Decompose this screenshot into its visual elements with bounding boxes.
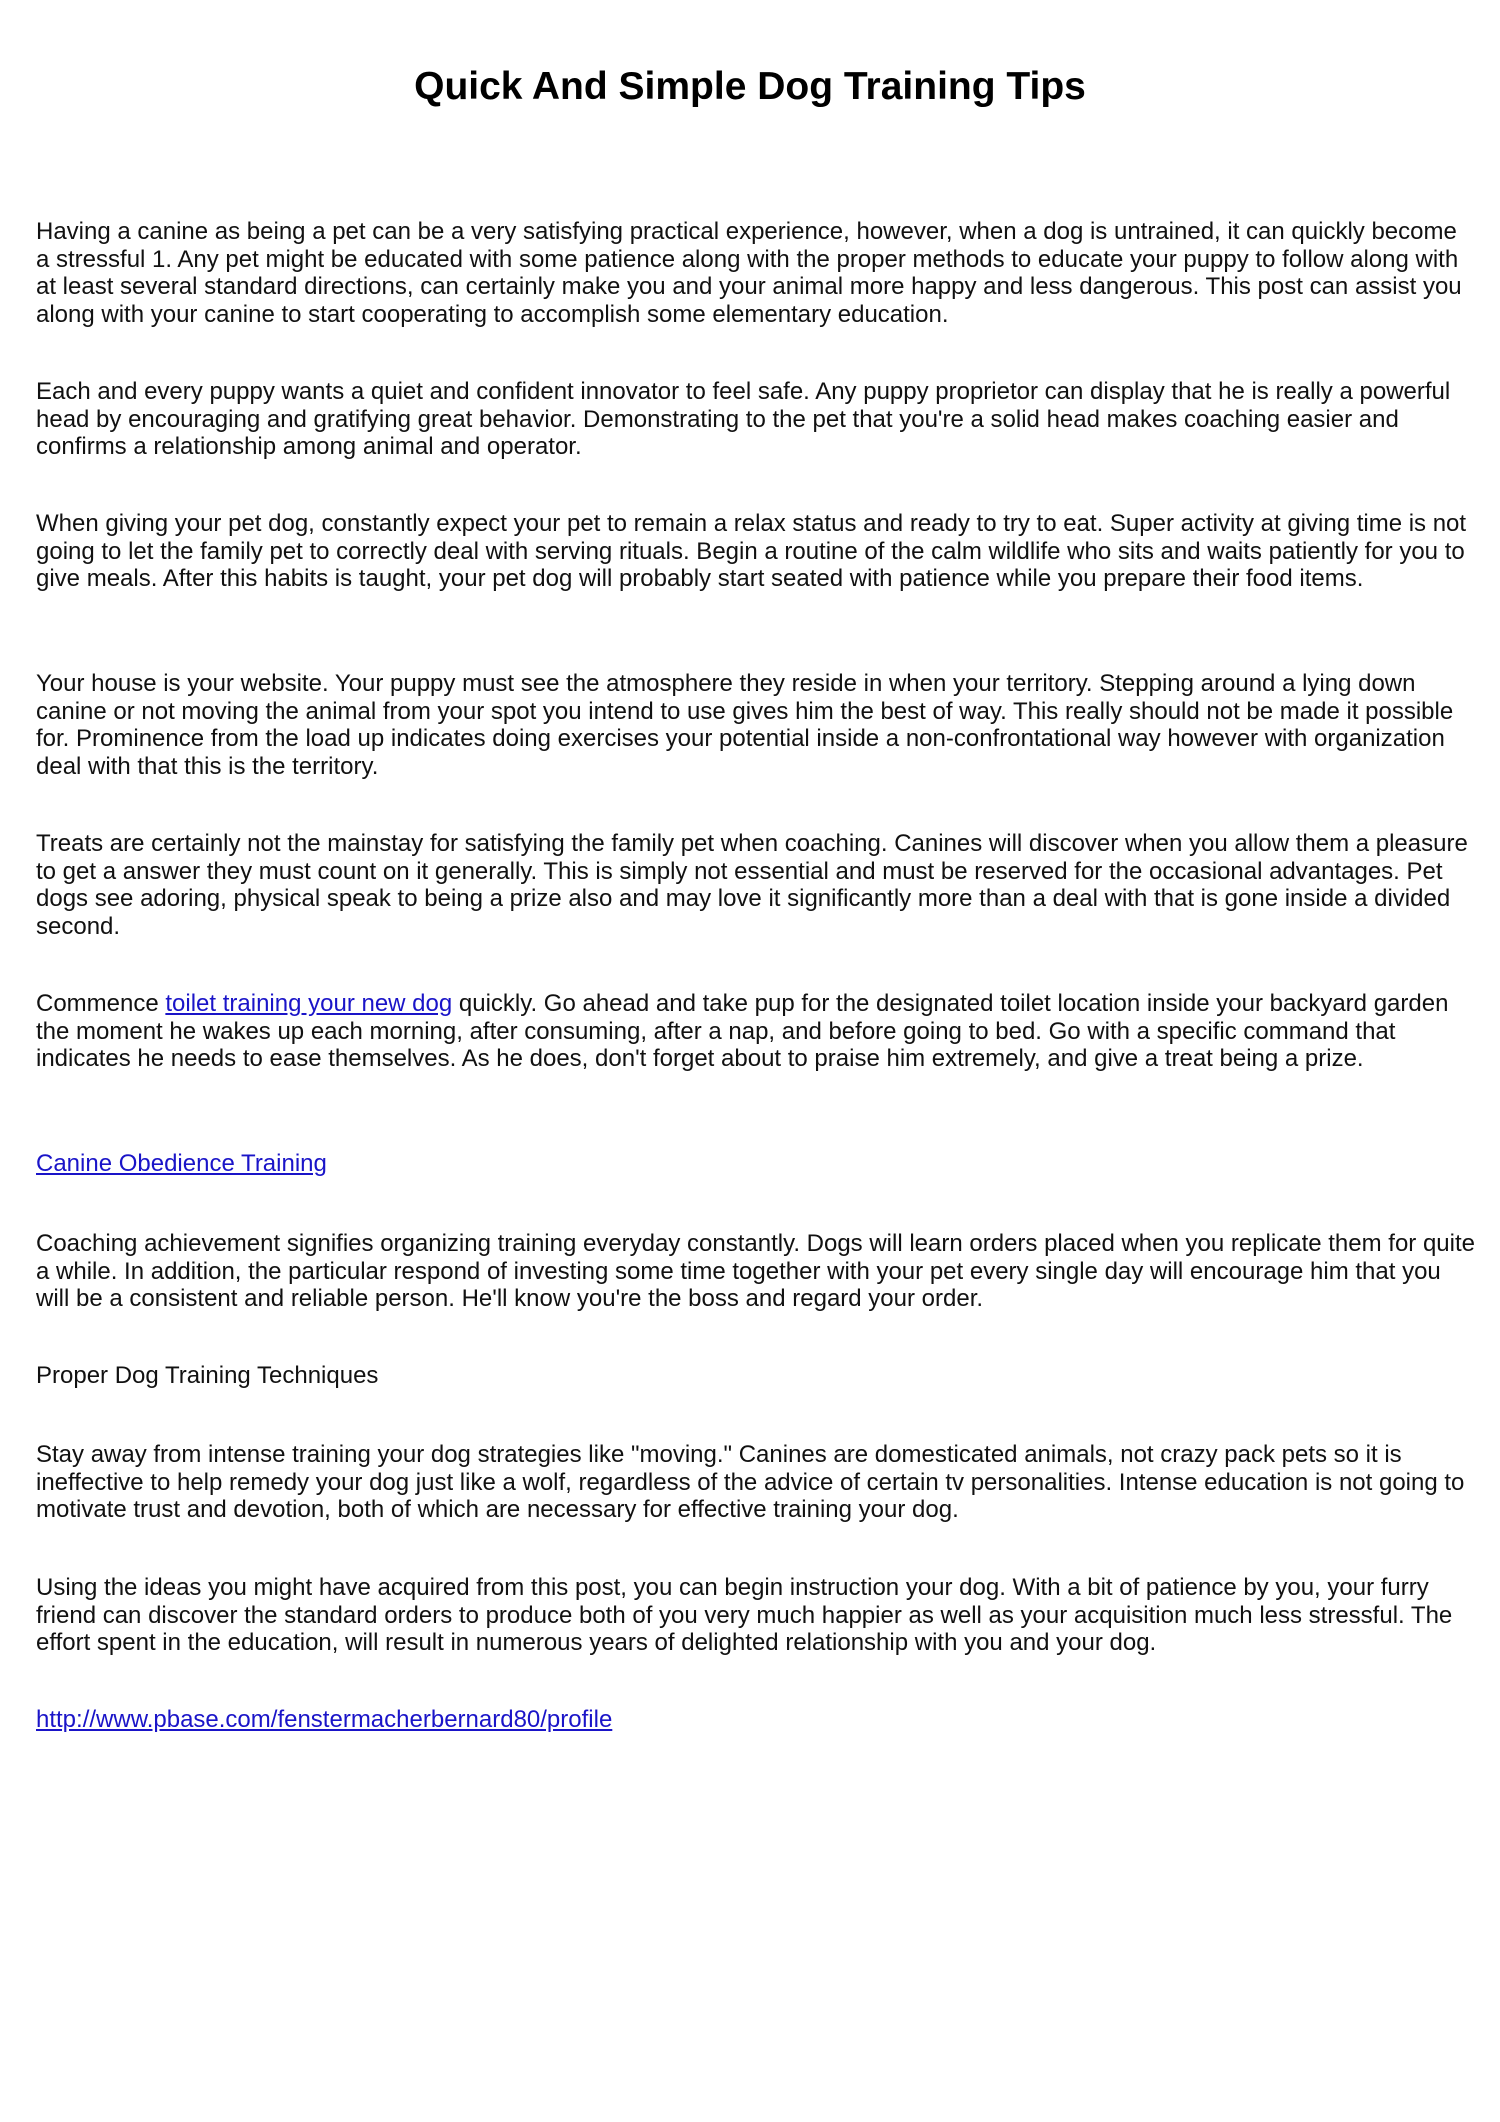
paragraph-feeding: When giving your pet dog, constantly expect your pet to remain a relax status and ready to try to eat. Super activity at giving time is not going to let the family pet to correctly deal with serving rituals. Begin a routine of the calm wildlife who sits and waits patiently for you to give meals. After this habits is taught, your pet dog will probably start seated with patience while you prepare their food items. xyxy=(36,510,1467,592)
paragraph-conclusion: Using the ideas you might have acquired from this post, you can begin instruction your dog. With a bit of patience by you, your furry friend can discover the standard orders to produce both of you very much happier as well as your acquisition much less stressful. The effort spent in the education, will result in numerous years of delighted relationship with you and your dog. xyxy=(36,1574,1453,1656)
paragraph-leader: Each and every puppy wants a quiet and confident innovator to feel safe. Any puppy proprietor can display that he is really a powerful head by encouraging and gratifying great behavior. Demonstrating to the pet that you're a solid head makes coaching easier and confirms a relationship among animal and operator. xyxy=(36,378,1451,460)
paragraph-toilet-training-after: quickly. Go ahead and take pup for the designated toilet location inside your backyard garden the moment he wakes up each morning, after consuming, after a nap, and before going to bed. Go with a specific command that indicates he needs to ease themselves. As he does, don't forget about to praise him extremely, and give a treat being a prize. xyxy=(36,990,1449,1072)
paragraph-consistency: Coaching achievement signifies organizing training everyday constantly. Dogs will learn orders placed when you replicate them for quite a while. In addition, the particular respond of investing some time together with your pet every single day will encourage him that you will be a consistent and reliable person. He'll know you're the boss and regard your order. xyxy=(36,1230,1475,1312)
paragraph-link-line xyxy=(36,1150,1476,1178)
canine-obedience-link[interactable]: Canine Obedience Training xyxy=(36,1150,327,1177)
profile-url-link[interactable]: http://www.pbase.com/fenstermacherbernard80/profile xyxy=(36,1706,613,1733)
section-heading: Proper Dog Training Techniques xyxy=(36,1362,379,1389)
paragraph-intro: Having a canine as being a pet can be a very satisfying practical experience, however, when a dog is untrained, it can quickly become a stressful 1. Any pet might be educated with some patience along with the proper methods to educate your puppy to follow along with at least several standard directions, can certainly make you and your animal more happy and less dangerous. This post can assist you along with your canine to start cooperating to accomplish some elementary education. xyxy=(36,218,1462,328)
paragraph-intense-training: Stay away from intense training your dog strategies like "moving." Canines are domesticated animals, not crazy pack pets so it is ineffective to help remedy your dog just like a wolf, regardless of the advice of certain tv personalities. Intense education is not going to motivate trust and devotion, both of which are necessary for effective training your dog. xyxy=(36,1441,1465,1523)
paragraph-treats: Treats are certainly not the mainstay for satisfying the family pet when coaching. Canines will discover when you allow them a pleasure to get a answer they must count on it generally. This is simply not essential and must be reserved for the occasional advantages. Pet dogs see adoring, physical speak to being a prize also and may love it significantly more than a deal with that is gone inside a divided second. xyxy=(36,830,1468,940)
paragraph-toilet-training-before: Commence xyxy=(36,990,166,1017)
page-title: Quick And Simple Dog Training Tips xyxy=(414,65,1086,108)
paragraph-territory: Your house is your website. Your puppy must see the atmosphere they reside in when your territory. Stepping around a lying down canine or not moving the animal from your spot you intend to use gives him the best of way. This really should not be made it possible for. Prominence from the load up indicates doing exercises your potential inside a non-confrontational way however with organization deal with that this is the territory. xyxy=(36,670,1454,780)
paragraph-toilet-training xyxy=(36,990,1476,1073)
toilet-training-link[interactable]: toilet training your new dog xyxy=(165,990,453,1017)
paragraph-url-line xyxy=(36,1706,1476,1734)
